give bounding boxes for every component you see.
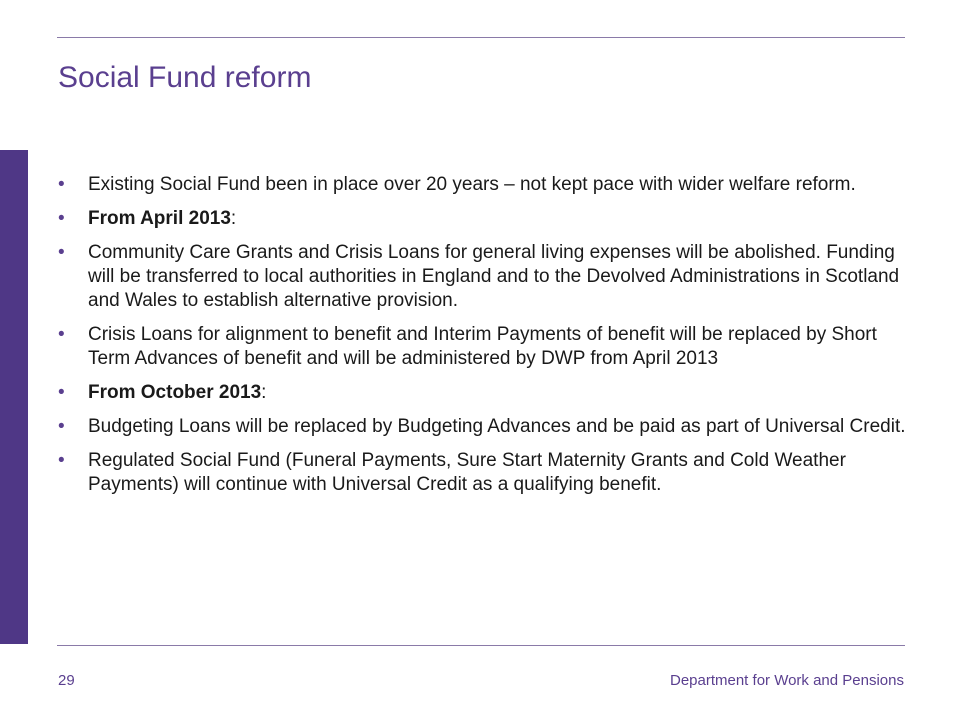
page-number: 29 [58, 672, 75, 689]
bullet-item [58, 241, 908, 313]
bottom-divider [57, 645, 905, 646]
left-accent-bar [0, 150, 28, 644]
bullet-item [58, 207, 908, 231]
bullet-text: Existing Social Fund been in place over 20 years – not kept pace with wider welfare reform. [88, 174, 856, 195]
bullet-dot-icon: • [58, 174, 65, 195]
bullet-dot-icon: • [58, 416, 65, 437]
bullet-lead: From October 2013 [88, 382, 262, 403]
slide-title: Social Fund reform [58, 61, 312, 94]
bullet-lead: From April 2013 [88, 208, 231, 229]
bullet-item [58, 323, 908, 371]
bullet-item [58, 415, 908, 439]
bullet-item [58, 173, 908, 197]
top-divider [57, 37, 905, 38]
bullet-text: Budgeting Loans will be replaced by Budgeting Advances and be paid as part of Universal Credit. [88, 416, 906, 437]
bullet-dot-icon: • [58, 208, 65, 229]
organization-name: Department for Work and Pensions [669, 672, 904, 689]
bullet-dot-icon: • [58, 324, 65, 345]
bullet-dot-icon: • [58, 242, 65, 263]
bullet-item [58, 449, 908, 497]
bullet-dot-icon: • [58, 450, 65, 471]
bullet-text: From April 2013: [88, 208, 237, 229]
bullet-text: Regulated Social Fund (Funeral Payments, Sure Start Maternity Grants and Cold Weather Payments) will continue with Universal Credit as a qualifying benefit. [88, 450, 846, 495]
bullet-text: Community Care Grants and Crisis Loans for general living expenses will be abolished. Funding will be transferred to local authorities in England and to the Devolved Administrations in Scotland and Wales to establish alternative provision. [88, 242, 900, 311]
bullet-text: From October 2013: [88, 382, 267, 403]
bullet-list [58, 173, 908, 507]
bullet-dot-icon: • [58, 382, 65, 403]
bullet-text: Crisis Loans for alignment to benefit and Interim Payments of benefit will be replaced by Short Term Advances of benefit and will be administered by DWP from April 2013 [88, 324, 877, 369]
bullet-item [58, 381, 908, 405]
